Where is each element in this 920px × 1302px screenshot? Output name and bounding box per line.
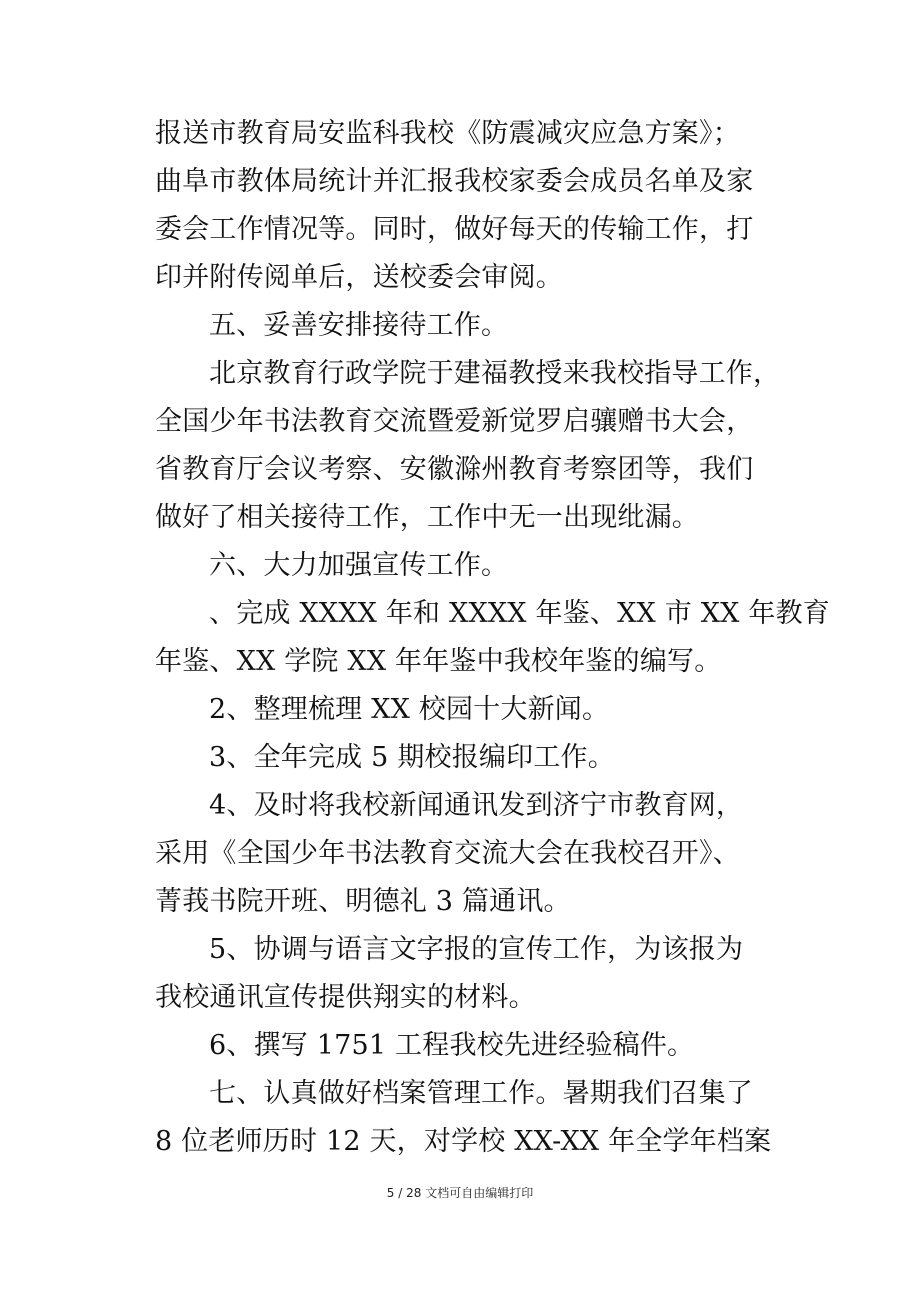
text-line: 菁莪书院开班、明德礼 3 篇通讯。 [155,886,571,917]
list-item: 、完成 XXXX 年和 XXXX 年鉴、XX 市 XX 年教育 [209,598,830,629]
text-line: 采用《全国少年书法教育交流大会在我校召开》、 [155,838,740,869]
text-line: 印并附传阅单后，送校委会审阅。 [155,262,563,293]
text-line: 年鉴、XX 学院 XX 年年鉴中我校年鉴的编写。 [155,646,722,677]
text-line: 曲阜市教体局统计并汇报我校家委会成员名单及家 [155,166,754,197]
text-line: 8 位老师历时 12 天，对学校 XX-XX 年全学年档案 [155,1126,772,1157]
section-heading: 七、认真做好档案管理工作。暑期我们召集了 [209,1078,753,1109]
page-footer: 5 / 28 文档可自由编辑打印 [386,1186,534,1200]
text-line: 报送市教育局安监科我校《防震减灾应急方案》； [155,118,740,149]
list-item: 3、全年完成 5 期校报编印工作。 [209,742,615,773]
section-heading: 六、大力加强宣传工作。 [209,550,509,581]
text-line: 全国少年书法教育交流暨爱新觉罗启骧赠书大会， [155,406,754,437]
list-item: 4、及时将我校新闻通讯发到济宁市教育网， [209,790,744,821]
text-line: 我校通讯宣传提供翔实的材料。 [155,982,536,1013]
text-line: 做好了相关接待工作，工作中无一出现纰漏。 [155,502,699,533]
text-line: 委会工作情况等。同时，做好每天的传输工作，打 [155,214,754,245]
list-item: 6、撰写 1751 工程我校先进经验稿件。 [209,1030,695,1061]
list-item: 5、协调与语言文字报的宣传工作，为该报为 [209,934,744,965]
section-heading: 五、妥善安排接待工作。 [209,310,509,341]
document-body [155,110,830,1166]
text-line: 省教育厅会议考察、安徽滁州教育考察团等，我们 [155,454,754,485]
list-item: 2、整理梳理 XX 校园十大新闻。 [209,694,610,725]
paragraph-start: 北京教育行政学院于建福教授来我校指导工作， [209,358,781,389]
